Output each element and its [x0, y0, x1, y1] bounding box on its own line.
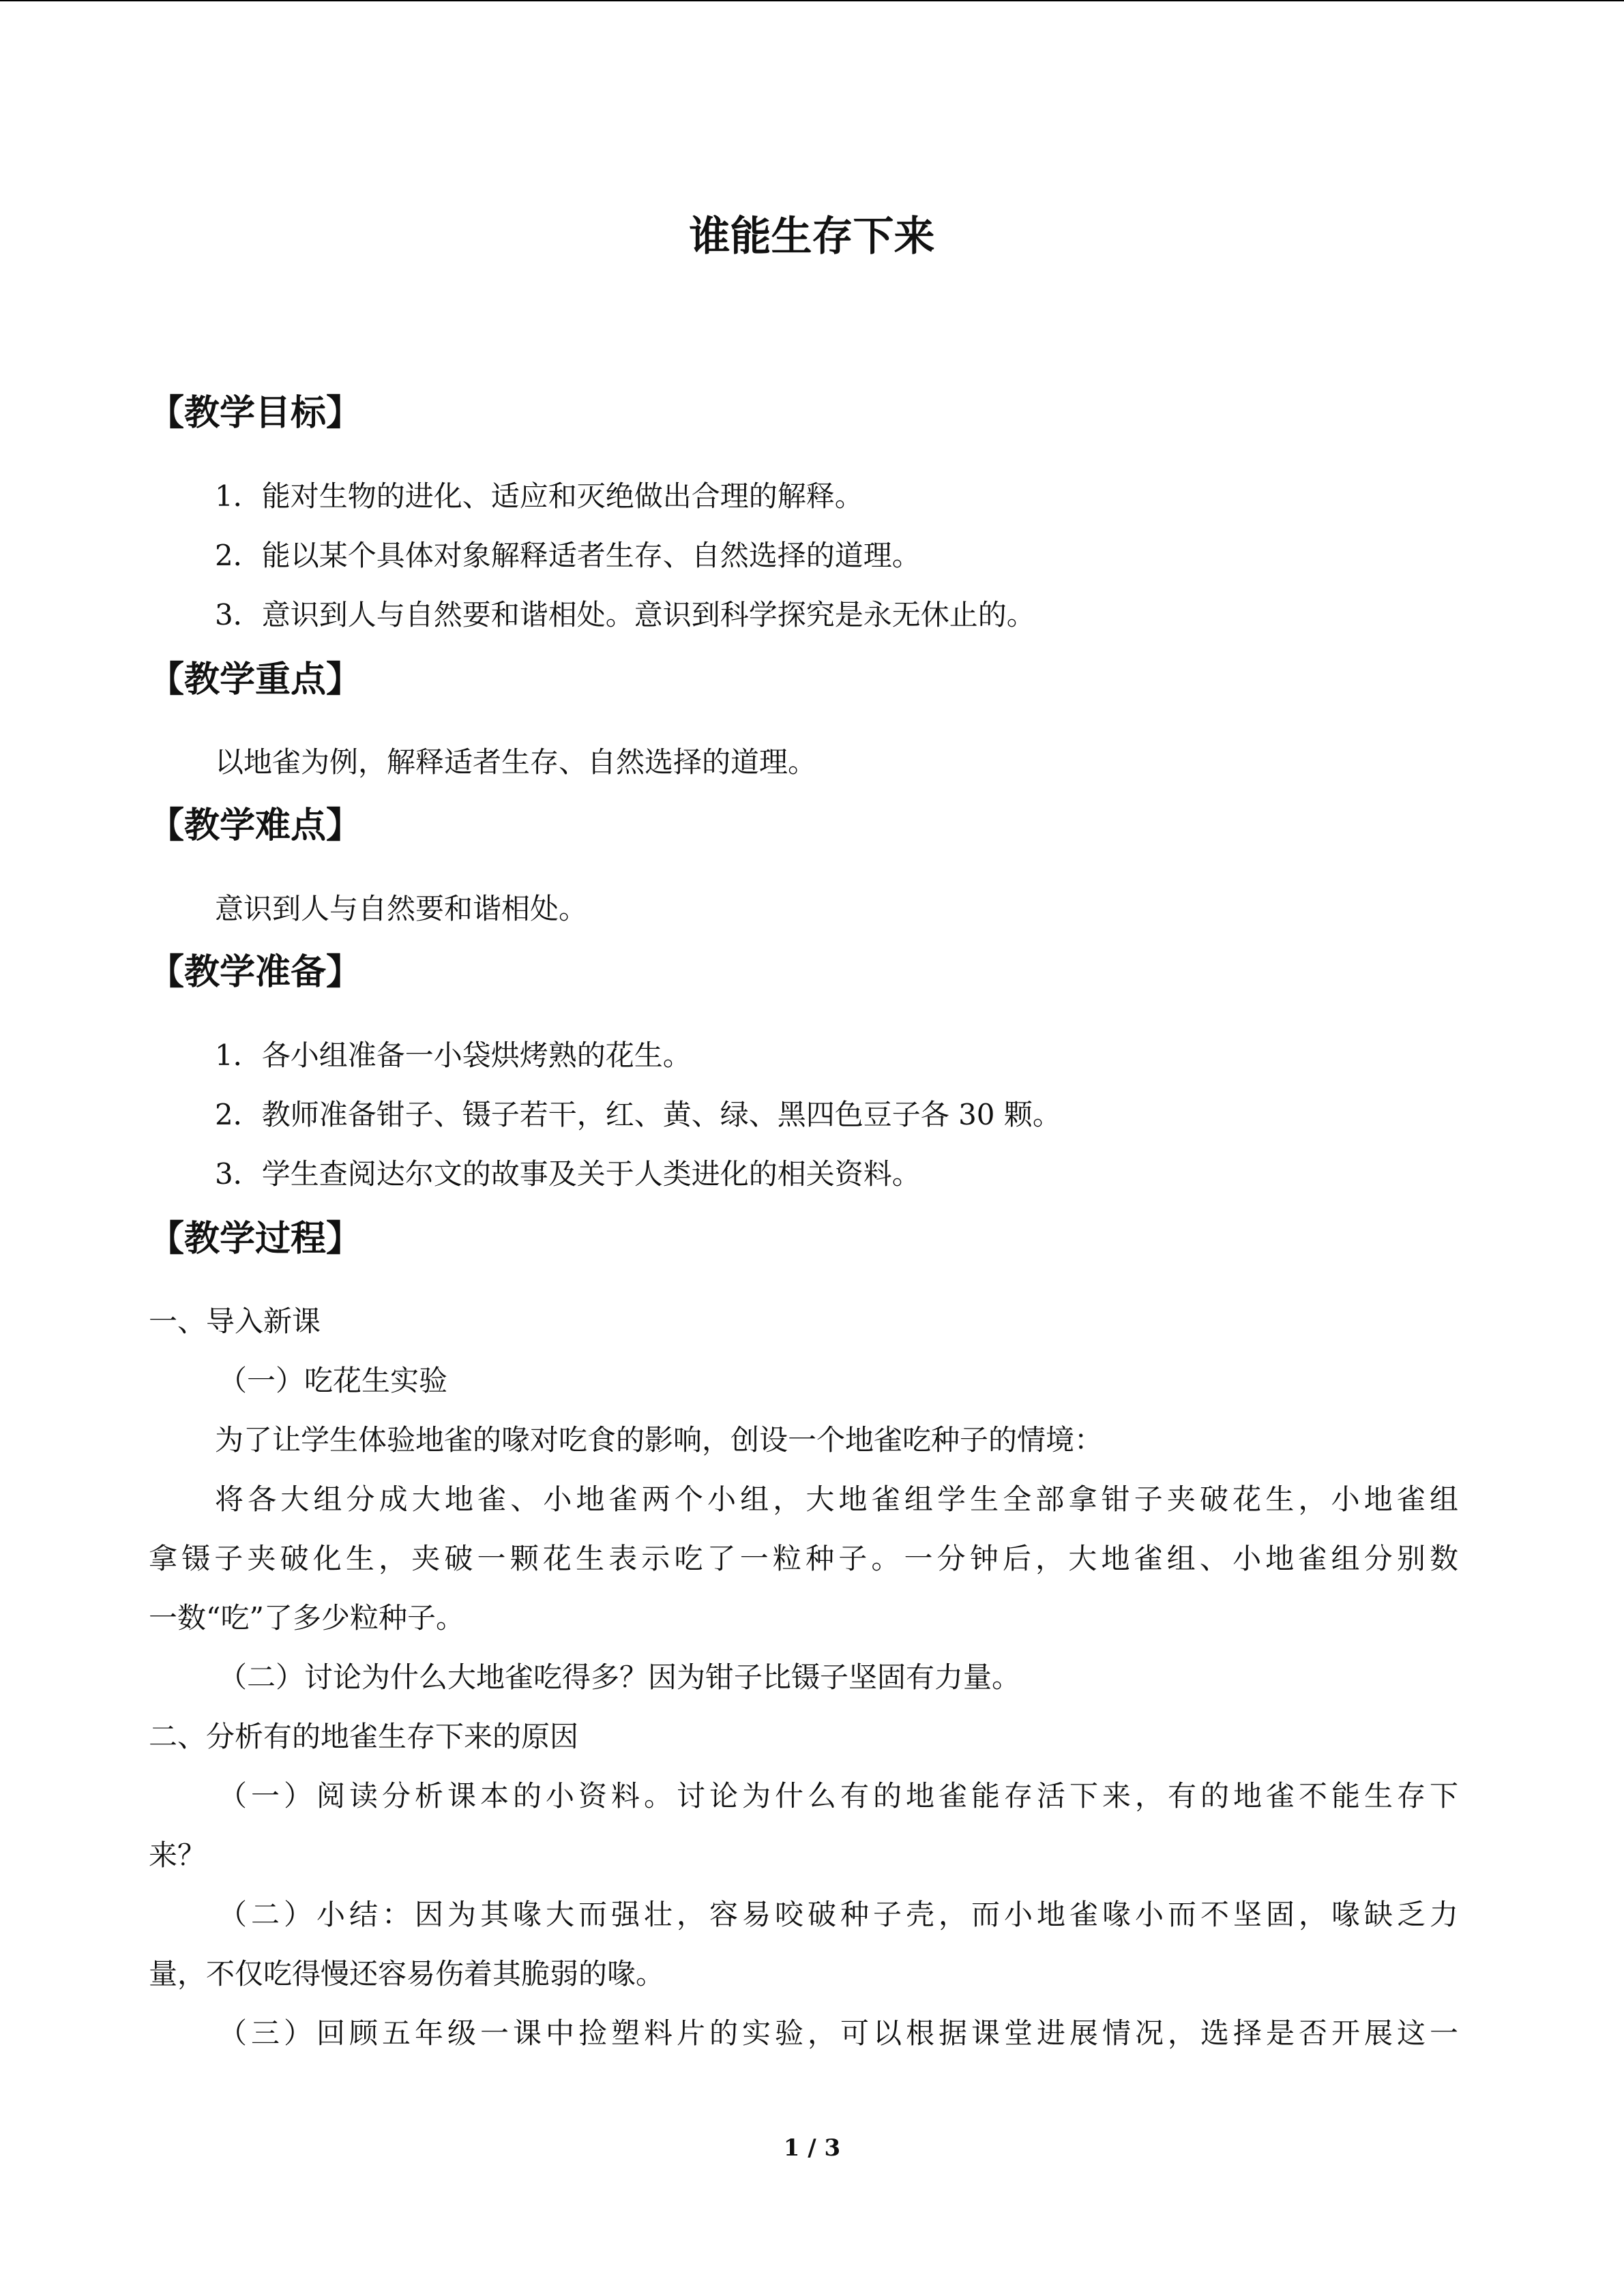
difficulties-text: 意识到人与自然要和谐相处。 — [215, 892, 588, 925]
process-paragraph: 为了让学生体验地雀的喙对吃食的影响，创设一个地雀吃种子的情境： — [215, 1423, 1104, 1457]
process-paragraph: 拿镊子夹破化生，夹破一颗花生表示吃了一粒种子。一分钟后，大地雀组、小地雀组分别数 — [149, 1542, 1458, 1575]
process-paragraph: 将各大组分成大地雀、小地雀两个小组，大地雀组学生全部拿钳子夹破花生，小地雀组 — [215, 1482, 1458, 1516]
key-points-text: 以地雀为例，解释适者生存、自然选择的道理。 — [215, 745, 817, 779]
heading-difficulties: 【教学难点】 — [149, 805, 362, 846]
goal-item-3: 3．意识到人与自然要和谐相处。意识到科学探究是永无休止的。 — [215, 598, 1035, 631]
preparation-item-3: 3．学生查阅达尔文的故事及关于人类进化的相关资料。 — [215, 1157, 921, 1191]
process-paragraph: 一数“吃”了多少粒种子。 — [149, 1601, 464, 1635]
process-section-heading: 一、导入新课 — [149, 1304, 321, 1338]
heading-teaching-goals: 【教学目标】 — [149, 393, 362, 434]
page-number: 1 / 3 — [783, 2134, 841, 2162]
page-title: 谁能生存下来 — [689, 213, 935, 260]
heading-process: 【教学过程】 — [149, 1219, 362, 1259]
process-paragraph: 量，不仅吃得慢还容易伤着其脆弱的喙。 — [149, 1957, 665, 1991]
process-paragraph: （二）小结：因为其喙大而强壮，容易咬破种子壳，而小地雀喙小而不坚固，喙缺乏力 — [218, 1898, 1458, 1931]
process-paragraph: 来？ — [149, 1838, 207, 1872]
process-subheading: （一）吃花生实验 — [218, 1364, 448, 1397]
page-top-border — [0, 0, 1624, 1]
heading-preparation: 【教学准备】 — [149, 952, 362, 993]
process-section-heading: 二、分析有的地雀生存下来的原因 — [149, 1720, 579, 1753]
preparation-item-1: 1．各小组准备一小袋烘烤熟的花生。 — [215, 1039, 692, 1072]
process-paragraph: （一）阅读分析课本的小资料。讨论为什么有的地雀能存活下来，有的地雀不能生存下 — [218, 1779, 1458, 1813]
goal-item-2: 2．能以某个具体对象解释适者生存、自然选择的道理。 — [215, 539, 921, 572]
goal-item-1: 1．能对生物的进化、适应和灭绝做出合理的解释。 — [215, 479, 863, 513]
process-paragraph: （三）回顾五年级一课中捡塑料片的实验，可以根据课堂进展情况，选择是否开展这一 — [218, 2016, 1458, 2050]
preparation-item-2: 2．教师准备钳子、镊子若干，红、黄、绿、黑四色豆子各 30 颗。 — [215, 1098, 1061, 1131]
heading-key-points: 【教学重点】 — [149, 659, 362, 700]
process-paragraph: （二）讨论为什么大地雀吃得多？因为钳子比镊子坚固有力量。 — [218, 1660, 1021, 1694]
